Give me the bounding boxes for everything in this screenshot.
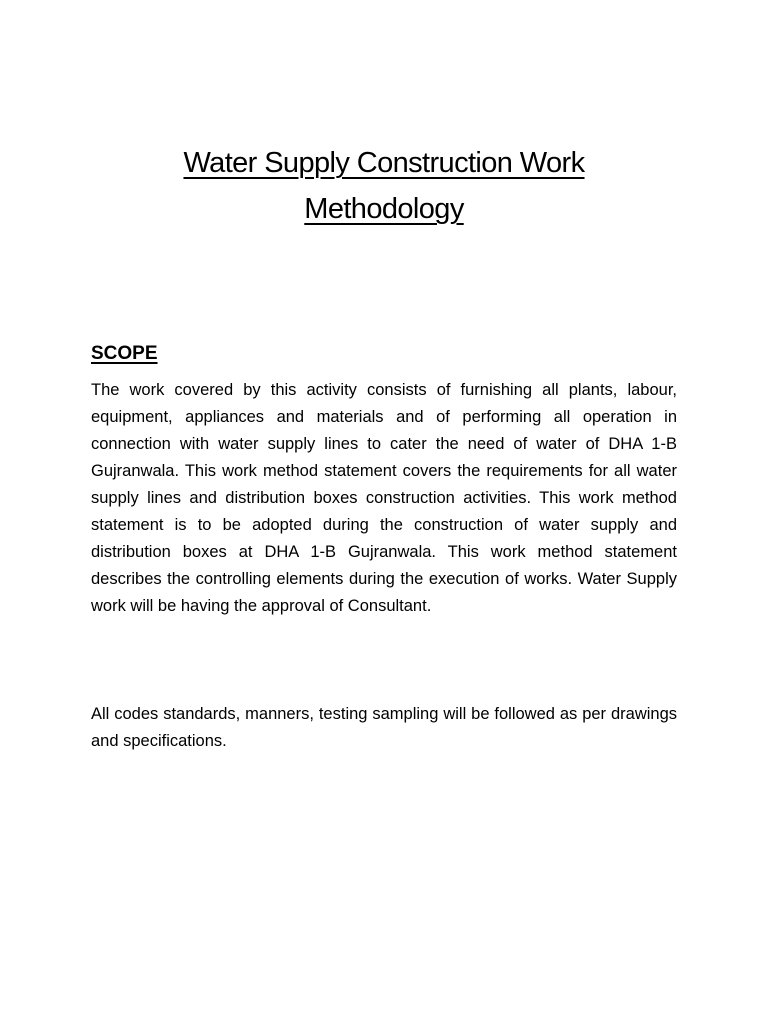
document-title	[0, 140, 768, 232]
scope-heading: SCOPE	[91, 343, 158, 364]
title-line-2	[0, 186, 768, 232]
title-line-1-text: Water Supply Construction Work	[183, 147, 585, 179]
title-line-1	[0, 140, 768, 186]
scope-paragraph: The work covered by this activity consists of furnishing all plants, labour, equipment, appliances and materials and of performing all operation in connection with water supply lines to cater the need of water of DHA 1-B Gujranwala. This work method statement covers the requirements for all water supply lines and distribution boxes construction activities. This work method statement is to be adopted during the construction of water supply and distribution boxes at DHA 1-B Gujranwala. This work method statement describes the controlling elements during the execution of works. Water Supply work will be having the approval of Consultant.	[91, 381, 677, 615]
title-line-2-text: Methodology	[304, 193, 464, 225]
standards-paragraph: All codes standards, manners, testing sampling will be followed as per drawings and specifications.	[91, 705, 677, 750]
